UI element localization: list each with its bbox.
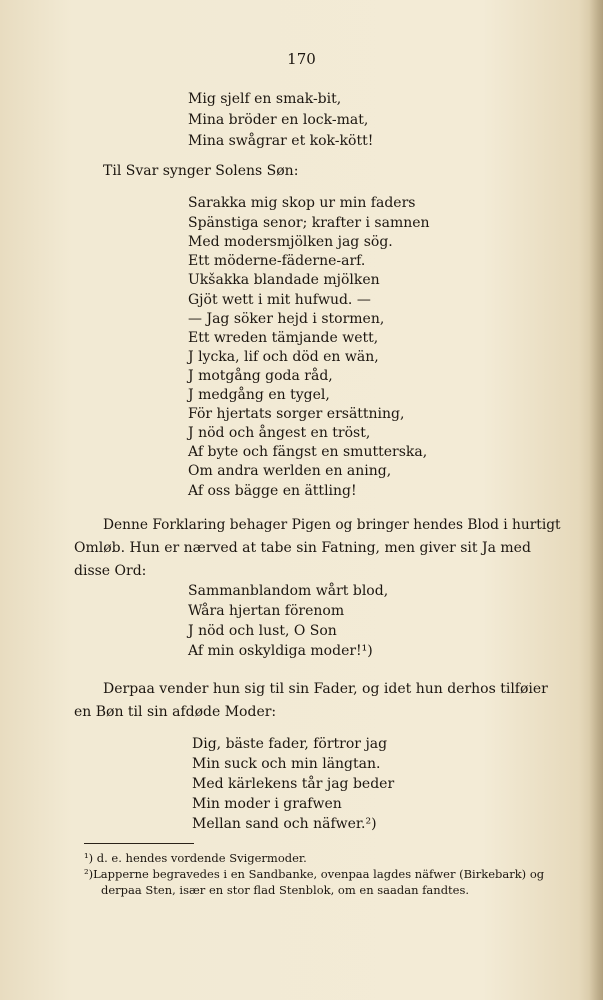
verse-line: Mina swågrar et kok-kött! [188,133,374,149]
verse-line: Min moder i grafwen [192,796,342,812]
verse-line: — Jag söker hejd i stormen, [188,311,385,327]
footnote-rule [84,843,194,844]
verse-line: Gjöt wett i mit hufwud. — [188,292,371,308]
verse-line: J nöd och ångest en tröst, [188,425,371,441]
verse-line: För hjertats sorger ersättning, [188,406,405,422]
page-edge-shadow [589,0,603,1000]
footnote: ²)Lapperne begravedes i en Sandbanke, ovenpaa lagdes näfwer (Birkebark) og [84,867,545,881]
verse-line: Ukšakka blandade mjölken [188,272,380,288]
verse-line: J nöd och lust, O Son [188,623,337,639]
verse-line: Min suck och min längtan. [192,756,381,772]
verse-line: Af byte och fängst en smutterska, [188,444,428,460]
verse-line: Ett wreden tämjande wett, [188,330,379,346]
verse-line: Sarakka mig skop ur min faders [188,195,416,211]
page-number: 170 [287,50,316,68]
verse-line: J motgång goda råd, [188,368,333,384]
footnote: derpaa Sten, især en stor flad Stenblok, om en saadan fandtes. [101,883,470,897]
verse-line: Med modersmjölken jag sög. [188,234,393,250]
verse-line: Mellan sand och näfwer.²) [192,816,377,832]
footnote: ¹) d. e. hendes vordende Svigermoder. [84,851,307,865]
prose-line: Derpaa vender hun sig til sin Fader, og idet hun derhos tilføier [103,681,548,697]
verse-line: Dig, bäste fader, förtror jag [192,736,388,752]
prose-line: en Bøn til sin afdøde Moder: [74,704,277,720]
narration-line: Til Svar synger Solens Søn: [103,163,299,179]
verse-line: Sammanblandom wårt blod, [188,583,389,599]
verse-line: Af oss bägge en ättling! [188,483,357,499]
verse-line: J medgång en tygel, [188,387,330,403]
verse-line: Spänstiga senor; krafter i samnen [188,215,430,231]
verse-line: Wåra hjertan förenom [188,603,345,619]
verse-line: Mina bröder en lock-mat, [188,112,369,128]
prose-line: disse Ord: [74,563,147,579]
verse-line: J lycka, lif och död en wän, [188,349,379,365]
verse-line: Med kärlekens tår jag beder [192,776,395,792]
verse-line: Mig sjelf en smak-bit, [188,91,342,107]
prose-line: Denne Forklaring behager Pigen og bringer hendes Blod i hurtigt [103,517,561,533]
prose-line: Omløb. Hun er nærved at tabe sin Fatning, men giver sit Ja med [74,540,531,556]
verse-line: Af min oskyldiga moder!¹) [188,643,373,659]
verse-line: Ett möderne-fäderne-arf. [188,253,366,269]
verse-line: Om andra werlden en aning, [188,463,392,479]
